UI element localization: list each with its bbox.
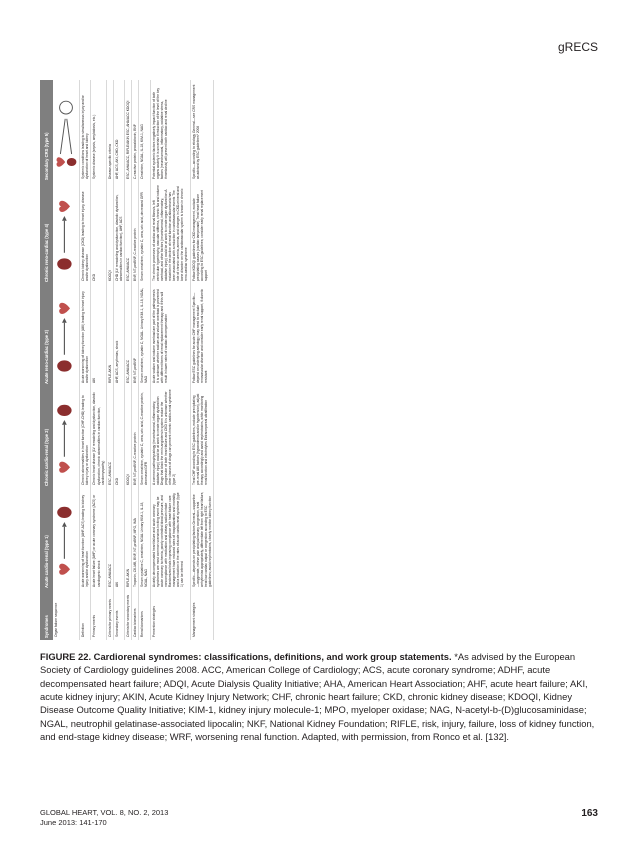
table-cell: Acute sodium and volume overload are part of the pathogenesis It is unknown whether sodium and volume overload is prevented with different forms of renal replacement therapy and if this will result in lower rates of cardiac decompensation — [151, 289, 168, 383]
journal-citation: GLOBAL HEART, VOL. 8, NO. 2, 2013 — [40, 808, 169, 817]
table-cell: ESC, AHA/ACC, RIFLE/AKIN ESC, AHA/ACC KDOQI — [126, 100, 131, 179]
table-cell: The chronic processes of cardiac and renal fibrosis, left ventricular hypertrophy, vascular stiffness, chronic Na and volume overload, and other factors (neurohumoral, inflammatory, oxidative injury) could be at work to create organ dysfunction A reduction in the decline of renal function and albuminuria has been associated with a reduction in cardiovascular events The role of chronic uremia, anemia, and changes in CKD-mineral and bone disorder on the cardiovascular system is known in chronic reno-cardiac syndrome — [151, 185, 189, 281]
row-label: Organ failure sequence — [54, 602, 59, 637]
table-cell: Follow KDOQI guidelines for CKD management, exclude precipitating causes (cardiac tamponade) Treat heart failure according to ESC guidelines; consider early renal replacement support — [191, 189, 208, 281]
table-row — [80, 80, 91, 640]
table-cell: ESC, AHA/ACC — [107, 563, 112, 587]
arrow-icon — [67, 119, 72, 154]
header-cell: Acute reno-cardiac (type 3) — [40, 284, 53, 386]
table-row — [91, 80, 106, 640]
kidney-icon — [57, 258, 71, 269]
table-row — [150, 80, 190, 640]
heart-to-kidney-diagram — [54, 497, 78, 587]
row-label: Definition — [81, 623, 86, 637]
table-cell: ESC, AHA/ACC — [126, 257, 131, 281]
table-cell: Specific—depends on precipitating factors General—supportive—oxygenate, relieve pain and pulmonary congestion, treat arrhythmias appropriately, differentiate left from right heart failure, treat low cardiac output or congestion according to ESC guidelines; avoid nephrotoxins, closely monitor kidney function — [191, 491, 212, 587]
table-cell: Acute heart failure (AHF) or acute coronary syndrome (ACS) or cardiogenic shock — [92, 494, 101, 587]
sequence-cell — [53, 386, 80, 488]
heart-icon — [59, 564, 70, 575]
cardiorenal-syndromes-table — [40, 80, 214, 640]
figure-caption — [40, 650, 600, 743]
kidney-to-heart-diagram — [54, 191, 78, 281]
table-cell: Serum cystatine C, creatinine, NGAL Urinary KIM-1, IL-18, NGAL, NAG — [140, 501, 149, 587]
row-label: Management strategies — [191, 602, 196, 637]
header-cell: Secondary CRS (type 5) — [40, 80, 53, 182]
heart-icon — [59, 462, 70, 473]
table-cell: BNP, NT-proBNP, C-reactive protein — [133, 228, 138, 281]
table-cell: Serum creatinine, cystatin C, urea, uric acid, decreased GFR — [140, 192, 145, 281]
table-cell: AHF, ACS, arrythmias, shock — [114, 340, 119, 383]
table-cell: Systemic disease (sepsis, amyloidosis, etc.) — [92, 114, 97, 179]
sequence-cell — [53, 80, 80, 182]
rotated-table-inner — [40, 80, 600, 640]
kidney-icon — [57, 507, 71, 518]
row-label: Criteria for primary events — [107, 599, 112, 637]
systemic-icon — [60, 101, 73, 114]
header-cell: Chronic cardio-renal (type 2) — [40, 386, 53, 488]
row-label: Renal biomarkers — [140, 611, 145, 637]
table-cell: Chronic kidney disease (CKD) leading to heart injury, disease and/or dysfunction — [81, 191, 90, 281]
table-cell: Creatinine, NGAL, IL-18, KIM-1, NAG — [140, 124, 145, 179]
table-cell: A common pathophysiology (neurohumoral, inflammatory, oxidative injury) could be at work to create organ dysfunction Drugs that block the renin-angiotensin system reduce the progression of both heart failure and CKD It is unknown whether other classes of drugs can prevent chronic cardio-renal syndrome (type 2) — [151, 389, 177, 485]
row-label: Cardiac biomarkers — [133, 608, 138, 637]
table-cell: ESC, AHA/ACC — [126, 359, 131, 383]
header-cell: Syndromes — [40, 590, 53, 640]
table-row — [139, 80, 150, 640]
table-row — [53, 80, 80, 640]
table-row — [106, 80, 113, 640]
header-cell: Acute cardio-renal (type 1) — [40, 488, 53, 590]
arrowhead-icon — [62, 318, 67, 323]
table-cell: Treat CHF according to ESC guidelines, exclude precipitating pre-renal AKI factors (hypovolemia and/or hypotension), adjust therapy accordingly and avoid nephrotoxins, while monitoring renal function and electrolytes Extracorporeal ultrafiltration — [191, 393, 208, 485]
arrowhead-icon — [62, 420, 67, 425]
kidney-to-heart-diagram — [54, 293, 78, 383]
table-cell: Acute worsening of heart function (AHF-ACS) leading to kidney injury and/or dysfunction — [81, 494, 90, 587]
table-cell: BNP, NT-proBNP, C-reactive protein — [133, 432, 138, 485]
row-label: Primary events — [92, 615, 97, 637]
page-number: 163 — [581, 808, 598, 819]
kidney-icon — [57, 360, 71, 371]
table-cell: KDOQI — [126, 474, 131, 485]
table-cell: RIFLE-AKIN — [126, 568, 131, 587]
figure-caption-body: *As advised by the European Society of Cardiology guidelines 2008. ACC, American College of Cardiology; ACS, acute coronary syndrome; ADHF, acute decompensated heart failure; ADQI, Acute Dialysis Quality Initiative; AHA, American Heart Association; AHF, acute heart failure; AKI, acute kidney injury; AKIN, Acute Kidney Injury Network; CHF, chronic heart failure; CKD, chronic kidney disease; KDOQI, Kidney Disease Outcome Quality Initiative; KIM-1, kidney injury molecule-1; MPO, myeloper oxidase; NAG, N-acetyl-b-(D)glucosaminidase; NGAL, neutrophil gelatinase-associated lipocalin; NKF, National Kidney Foundation; RIFLE, risk, injury, failure, loss of kidney function, and end-stage kidney disease; WRF, worsening renal function. Adapted, with permission, from Ronco et al. [132]. — [40, 651, 595, 743]
table-cell: Acute worsening of kidney function (AKI) leading to heart injury and/or dysfunction — [81, 291, 90, 383]
row-label: Secondary events — [114, 610, 119, 637]
table-cell: Troponin, CK-MB, BNP, NT-proBNP, MPO, IMA — [133, 518, 138, 587]
table-cell: Serum creatinine, cystatin C, NGAL. Urinary KIM-1, IL-18, NGAL, NAG — [140, 287, 149, 383]
table-cell: Potential systemic factors negatively impact function of both organs acutely It is uncertain if reduction of the level of the key factors (neurohumoral, inflammatory, oxidative stress, thrombosis) will prevent both cardiac and renal decline — [151, 87, 168, 179]
table-cell: ESC, AHA/ACC — [107, 461, 112, 485]
arrowhead-icon — [62, 522, 67, 527]
table-cell: AKI — [92, 377, 97, 383]
heart-to-kidney-diagram — [54, 395, 78, 485]
table-row — [132, 80, 139, 640]
sequence-cell — [53, 488, 80, 590]
row-label: Prevention strategies — [151, 606, 156, 637]
table-cell: Chronic heart disease (LV remodeling and dysfunction, diastolic dysfunction, chronic abnormalities in cardiac function, cardiomyopathy) — [92, 392, 105, 485]
arrow-icon — [61, 119, 66, 154]
table-cell: AKI — [114, 581, 119, 587]
journal-footer — [40, 808, 168, 828]
table-row — [125, 80, 132, 640]
table-cell: Acutely decompensated heart failure and acute coronary syndromes are most common scenarios Inciting event may be acute coronary ischemia, poorly controlled blood pressure, and noncompliance with medication and dietary sodium intake Randomized trials improving compliance with heart failure care management have reduced rates of hospitalization and mortality, and a reduction in the rates of acute cardio-renal syndrome (type 1) can be inferred — [151, 492, 185, 587]
table-cell: KDOQI — [107, 270, 112, 281]
table-cell: AHF, ACS, AKI, CHD, CKD — [114, 139, 119, 179]
table-cell: Systemic conditions leading to simultaneous injury and/or dysfunction of heart and kidney — [81, 95, 90, 179]
table-row — [190, 80, 214, 640]
kidney-icon — [57, 405, 71, 416]
arrowhead-icon — [62, 216, 67, 221]
rotated-table-container — [40, 80, 600, 640]
table-cell: CKD — [114, 478, 119, 485]
journal-date-pages: June 2013: 141-170 — [40, 818, 107, 828]
table-cell: RIFLE-AKIN — [107, 364, 112, 383]
heart-icon — [59, 201, 70, 212]
heart-icon — [59, 303, 70, 314]
table-cell: Disease-specific criteria — [107, 144, 112, 179]
table-cell: CHD (LV remodeling and dysfunction, diastolic dysfunction, abnormalities in cardiac function), AHF, ACS — [114, 194, 124, 281]
table-header-row — [40, 80, 53, 640]
running-head: gRECS — [557, 40, 598, 54]
figure-label: FIGURE 22. — [40, 651, 92, 662]
heart-icon — [57, 157, 66, 167]
row-label: Criteria for secondary events — [126, 594, 131, 637]
sequence-cell — [53, 284, 80, 386]
table-cell: Follow ESC guidelines for acute CHF management Specific—depend on underlying aetiology; may need to exclude renovascular disease and consider early renal support, if diuretic resistant — [191, 288, 208, 383]
sequence-cell — [53, 182, 80, 284]
table-cell: C-reactive protein, procalcitonin, BNP — [133, 124, 138, 179]
figure-title: Cardiorenal syndromes: classifications, definitions, and work group statements. — [93, 651, 452, 662]
table-cell: BNP, NT-proBNP — [133, 357, 138, 383]
table-cell: Serum creatinine, cystatin C, urea, uric acid, C-reactive protein, decreased GFR — [140, 392, 149, 485]
table-cell: Specific—according to etiology General—see CRS management as advised by ESC guidelines* 2008 — [191, 84, 200, 179]
table-cell: CKD — [92, 274, 97, 281]
table-row — [113, 80, 124, 640]
kidney-icon — [67, 158, 77, 166]
table-cell: Chronic abnormalities in heart function (CHF-CHD) leading to kidney injury or dysfunction — [81, 395, 90, 485]
header-cell: Chronic reno-cardiac (type 4) — [40, 182, 53, 284]
systemic-diagram — [54, 89, 78, 179]
